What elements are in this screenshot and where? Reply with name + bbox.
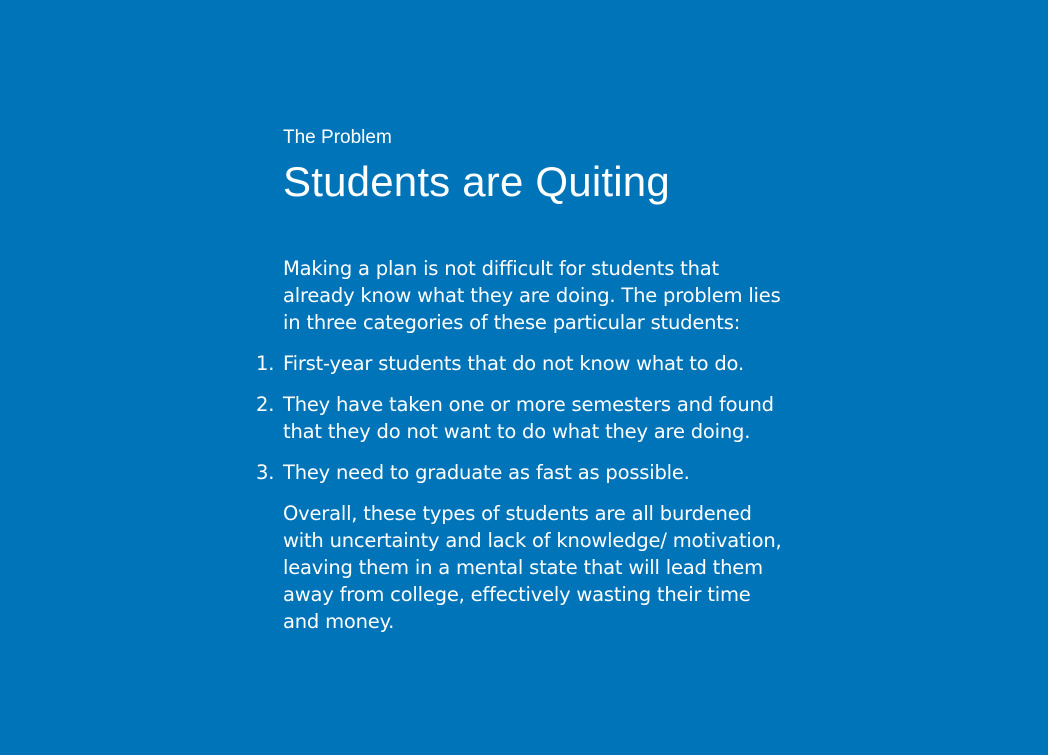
list-item-text: They need to graduate as fast as possible. xyxy=(283,461,690,484)
slide-content xyxy=(256,126,783,635)
section-label: The Problem xyxy=(283,127,392,148)
page-title: Students are Quiting xyxy=(283,158,670,205)
reasons-list xyxy=(256,350,783,486)
list-item-number: 3. xyxy=(256,461,275,484)
list-item xyxy=(256,391,783,445)
list-item xyxy=(256,459,783,486)
list-item-number: 1. xyxy=(256,352,275,375)
closing-paragraph: Overall, these types of students are all burdened with uncertainty and lack of knowledge/ motivation, leaving them in a mental state that will lead them away from college, effectively wasting their time and money. xyxy=(283,502,782,633)
list-item-text: They have taken one or more semesters and found that they do not want to do what they are doing. xyxy=(283,393,774,443)
list-item-text: First-year students that do not know what to do. xyxy=(283,352,744,375)
intro-paragraph: Making a plan is not difficult for students that already know what they are doing. The problem lies in three categories of these particular students: xyxy=(283,257,781,334)
list-item-number: 2. xyxy=(256,393,275,416)
list-item xyxy=(256,350,783,377)
